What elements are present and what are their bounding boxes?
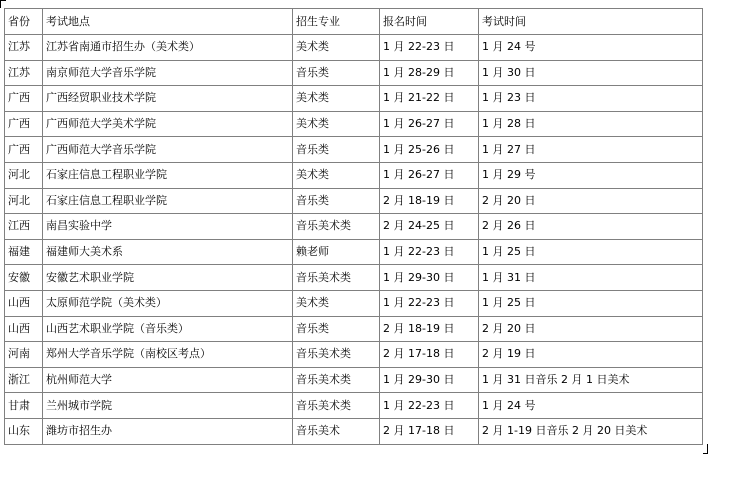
cell-location: 福建师大美术系 [43, 239, 293, 265]
cell-location: 广西经贸职业技术学院 [43, 86, 293, 112]
cell-registration-time: 1 月 28-29 日 [380, 60, 479, 86]
cell-location: 南昌实验中学 [43, 214, 293, 240]
cell-major: 音乐美术类 [293, 393, 380, 419]
table-row [5, 188, 703, 214]
cell-major: 美术类 [293, 111, 380, 137]
table-row [5, 418, 703, 444]
table-row [5, 35, 703, 61]
cell-province: 江苏 [5, 60, 43, 86]
table-row [5, 86, 703, 112]
table-row [5, 60, 703, 86]
cell-location: 石家庄信息工程职业学院 [43, 162, 293, 188]
table-row [5, 367, 703, 393]
cell-registration-time: 2 月 17-18 日 [380, 418, 479, 444]
cell-registration-time: 2 月 18-19 日 [380, 316, 479, 342]
cell-province: 河北 [5, 162, 43, 188]
cell-registration-time: 2 月 18-19 日 [380, 188, 479, 214]
cell-location: 郑州大学音乐学院（南校区考点） [43, 342, 293, 368]
cell-exam-time: 1 月 28 日 [479, 111, 703, 137]
cell-exam-time: 2 月 20 日 [479, 188, 703, 214]
cell-major: 音乐类 [293, 137, 380, 163]
cell-exam-time: 1 月 24 号 [479, 393, 703, 419]
cell-province: 山西 [5, 316, 43, 342]
cell-major: 音乐类 [293, 188, 380, 214]
table-row [5, 393, 703, 419]
cell-location: 石家庄信息工程职业学院 [43, 188, 293, 214]
table-row [5, 239, 703, 265]
table-row [5, 162, 703, 188]
table-row [5, 265, 703, 291]
cell-province: 广西 [5, 137, 43, 163]
cell-province: 广西 [5, 86, 43, 112]
cell-major: 美术类 [293, 35, 380, 61]
cell-location: 兰州城市学院 [43, 393, 293, 419]
cell-registration-time: 2 月 17-18 日 [380, 342, 479, 368]
header-exam-time: 考试时间 [479, 9, 703, 35]
cell-exam-time: 1 月 31 日 [479, 265, 703, 291]
cell-province: 江西 [5, 214, 43, 240]
corner-mark-bottom-right [703, 444, 708, 454]
cell-exam-time: 2 月 26 日 [479, 214, 703, 240]
exam-schedule-table [4, 8, 703, 445]
cell-province: 浙江 [5, 367, 43, 393]
cell-major: 音乐类 [293, 60, 380, 86]
cell-exam-time: 1 月 30 日 [479, 60, 703, 86]
cell-registration-time: 1 月 22-23 日 [380, 35, 479, 61]
header-registration-time: 报名时间 [380, 9, 479, 35]
cell-registration-time: 1 月 26-27 日 [380, 111, 479, 137]
cell-province: 山西 [5, 290, 43, 316]
cell-major: 美术类 [293, 290, 380, 316]
cell-registration-time: 1 月 25-26 日 [380, 137, 479, 163]
cell-exam-time: 2 月 1-19 日音乐 2 月 20 日美术 [479, 418, 703, 444]
corner-mark-top-left [0, 0, 6, 8]
cell-location: 江苏省南通市招生办（美术类） [43, 35, 293, 61]
cell-registration-time: 1 月 22-23 日 [380, 290, 479, 316]
cell-registration-time: 1 月 29-30 日 [380, 367, 479, 393]
cell-major: 音乐类 [293, 316, 380, 342]
cell-exam-time: 1 月 24 号 [479, 35, 703, 61]
cell-province: 广西 [5, 111, 43, 137]
cell-exam-time: 1 月 29 号 [479, 162, 703, 188]
cell-province: 福建 [5, 239, 43, 265]
cell-exam-time: 2 月 19 日 [479, 342, 703, 368]
cell-province: 河南 [5, 342, 43, 368]
cell-location: 安徽艺术职业学院 [43, 265, 293, 291]
cell-major: 美术类 [293, 162, 380, 188]
cell-registration-time: 1 月 21-22 日 [380, 86, 479, 112]
cell-registration-time: 1 月 26-27 日 [380, 162, 479, 188]
cell-registration-time: 1 月 22-23 日 [380, 239, 479, 265]
cell-location: 广西师范大学美术学院 [43, 111, 293, 137]
cell-location: 南京师范大学音乐学院 [43, 60, 293, 86]
cell-location: 广西师范大学音乐学院 [43, 137, 293, 163]
table-row [5, 214, 703, 240]
cell-province: 江苏 [5, 35, 43, 61]
cell-province: 安徽 [5, 265, 43, 291]
cell-major: 音乐美术类 [293, 342, 380, 368]
cell-major: 音乐美术类 [293, 367, 380, 393]
table-row [5, 342, 703, 368]
cell-location: 太原师范学院（美术类） [43, 290, 293, 316]
header-major: 招生专业 [293, 9, 380, 35]
cell-major: 音乐美术类 [293, 214, 380, 240]
cell-exam-time: 1 月 25 日 [479, 239, 703, 265]
cell-province: 甘肃 [5, 393, 43, 419]
cell-registration-time: 1 月 29-30 日 [380, 265, 479, 291]
header-province: 省份 [5, 9, 43, 35]
cell-registration-time: 1 月 22-23 日 [380, 393, 479, 419]
cell-exam-time: 1 月 31 日音乐 2 月 1 日美术 [479, 367, 703, 393]
cell-province: 河北 [5, 188, 43, 214]
cell-exam-time: 1 月 25 日 [479, 290, 703, 316]
cell-exam-time: 2 月 20 日 [479, 316, 703, 342]
table-row [5, 316, 703, 342]
cell-major: 音乐美术 [293, 418, 380, 444]
table-row [5, 137, 703, 163]
cell-location: 潍坊市招生办 [43, 418, 293, 444]
table-row [5, 111, 703, 137]
table-header-row [5, 9, 703, 35]
cell-location: 杭州师范大学 [43, 367, 293, 393]
cell-major: 音乐美术类 [293, 265, 380, 291]
table-row [5, 290, 703, 316]
cell-major: 赖老师 [293, 239, 380, 265]
cell-exam-time: 1 月 23 日 [479, 86, 703, 112]
cell-location: 山西艺术职业学院（音乐类） [43, 316, 293, 342]
header-location: 考试地点 [43, 9, 293, 35]
cell-province: 山东 [5, 418, 43, 444]
cell-major: 美术类 [293, 86, 380, 112]
cell-registration-time: 2 月 24-25 日 [380, 214, 479, 240]
cell-exam-time: 1 月 27 日 [479, 137, 703, 163]
